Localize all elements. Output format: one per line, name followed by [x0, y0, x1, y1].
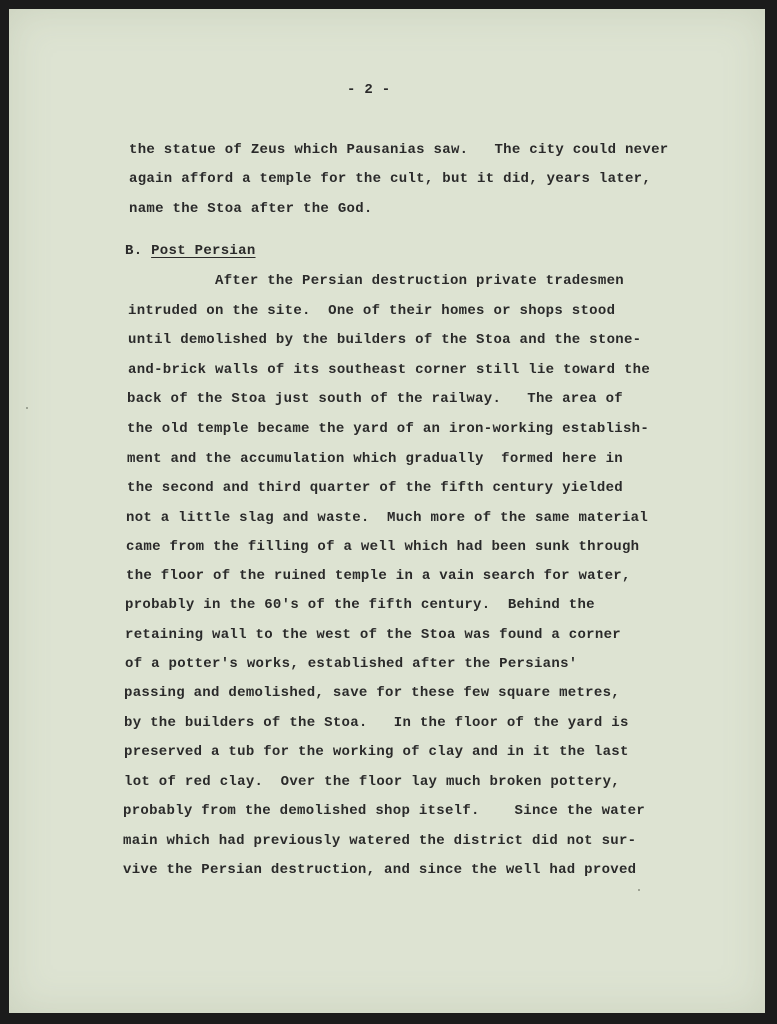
- text-line: intruded on the site. One of their homes or shops stood: [128, 303, 616, 319]
- typewritten-page: [9, 9, 765, 1013]
- text-line: not a little slag and waste. Much more of the same material: [126, 510, 649, 526]
- text-line: the second and third quarter of the fifth century yielded: [127, 480, 623, 496]
- text-line: main which had previously watered the district did not sur-: [123, 833, 637, 849]
- text-line: retaining wall to the west of the Stoa was found a corner: [125, 627, 621, 643]
- text-line: came from the filling of a well which had been sunk through: [126, 539, 640, 555]
- text-line: the floor of the ruined temple in a vain search for water,: [126, 568, 631, 584]
- text-line: vive the Persian destruction, and since the well had proved: [123, 862, 637, 878]
- text-line: ment and the accumulation which gradually formed here in: [127, 451, 623, 467]
- page-number: - 2 -: [347, 82, 391, 98]
- paper-speck: [638, 889, 640, 891]
- text-line: the statue of Zeus which Pausanias saw. The city could never: [129, 142, 669, 158]
- section-heading: [125, 242, 256, 260]
- text-line: until demolished by the builders of the Stoa and the stone-: [128, 332, 642, 348]
- text-line: again afford a temple for the cult, but it did, years later,: [129, 171, 652, 187]
- section-title: Post Persian: [151, 243, 256, 259]
- text-line: and-brick walls of its southeast corner still lie toward the: [128, 362, 651, 378]
- text-line: After the Persian destruction private tradesmen: [128, 273, 624, 289]
- text-line: passing and demolished, save for these few square metres,: [124, 685, 620, 701]
- text-line: probably in the 60's of the fifth century. Behind the: [125, 597, 595, 613]
- paper-speck: [26, 407, 28, 409]
- text-line: preserved a tub for the working of clay and in it the last: [124, 744, 629, 760]
- text-line: the old temple became the yard of an iron-working establish-: [127, 421, 650, 437]
- text-line: of a potter's works, established after the Persians': [125, 656, 578, 672]
- text-line: probably from the demolished shop itself. Since the water: [123, 803, 646, 819]
- text-line: lot of red clay. Over the floor lay much broken pottery,: [124, 774, 620, 790]
- section-prefix: B.: [125, 243, 152, 259]
- text-line: by the builders of the Stoa. In the floor of the yard is: [124, 715, 629, 731]
- text-line: name the Stoa after the God.: [129, 201, 373, 217]
- text-line: back of the Stoa just south of the railway. The area of: [127, 391, 623, 407]
